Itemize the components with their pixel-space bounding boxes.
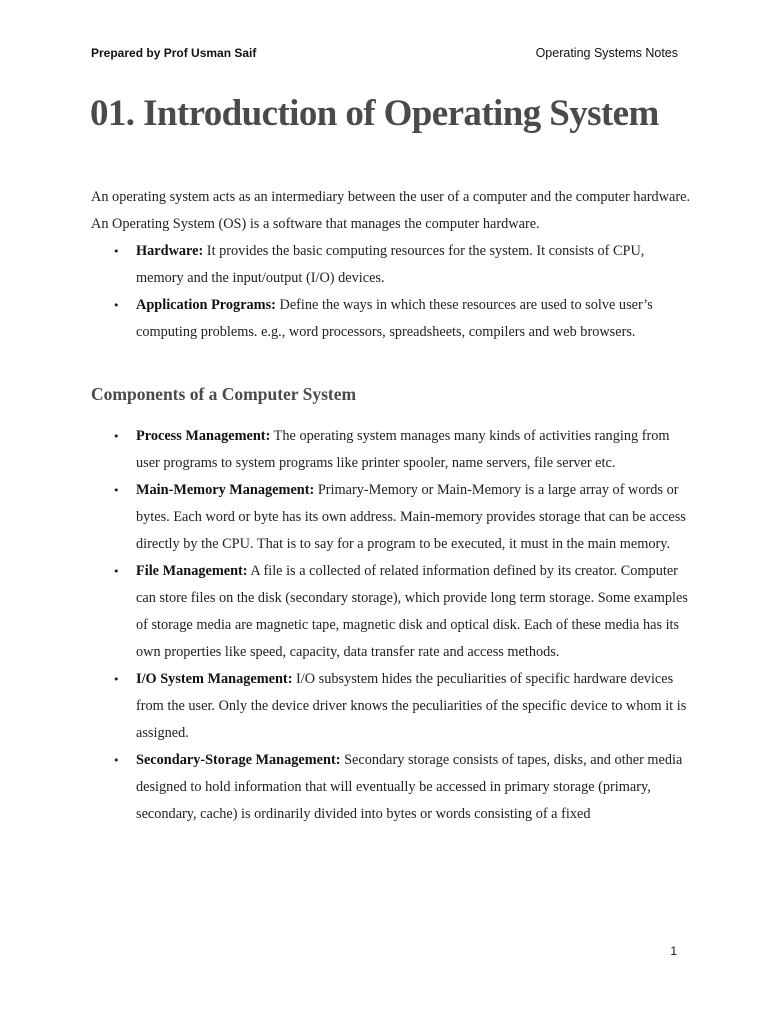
list-item (91, 666, 691, 747)
bullet-icon: • (113, 565, 120, 578)
list-item-text: Primary-Memory or Main-Memory is a large array of words or bytes. Each word or byte has its own address. Main-memory provides storage that can be access directly by the CPU. That is to say for a program to be executed, it must in the main memory. (136, 482, 686, 552)
header-course: Operating Systems Notes (535, 46, 678, 60)
list-item-term: Secondary-Storage Management: (136, 752, 341, 768)
bullet-icon: • (113, 299, 120, 312)
intro-paragraph: An operating system acts as an intermediary between the user of a computer and the computer hardware. An Operating System (OS) is a software that manages the computer hardware. (91, 189, 691, 232)
list-item-term: Hardware: (136, 243, 204, 259)
header-author: Prepared by Prof Usman Saif (91, 46, 257, 60)
list-item-text: I/O subsystem hides the peculiarities of specific hardware devices from the user. Only the device driver knows the peculiarities of the specific device to whom it is assigned. (136, 671, 687, 741)
list-item (91, 292, 691, 346)
bullet-icon: • (113, 754, 120, 767)
section-heading: Components of a Computer System (91, 384, 357, 404)
list-item (91, 558, 691, 666)
list-item-term: I/O System Management: (136, 671, 293, 687)
list-item-text: Secondary storage consists of tapes, disks, and other media designed to hold information that will eventually be accessed in primary storage (primary, secondary, cache) is ordinarily divided into bytes or words consisting of a fixed (136, 752, 683, 822)
list-item-term: Application Programs: (136, 297, 276, 313)
bullet-icon: • (113, 484, 120, 497)
page-number: 1 (670, 944, 677, 958)
components-list (91, 423, 691, 828)
list-item (91, 423, 691, 477)
list-item (91, 238, 691, 292)
page-title: 01. Introduction of Operating System (90, 93, 659, 134)
bullet-icon: • (113, 245, 120, 258)
list-item-text: It provides the basic computing resources for the system. It consists of CPU, memory and the input/output (I/O) devices. (136, 243, 645, 286)
list-item-term: Process Management: (136, 428, 271, 444)
bullet-icon: • (113, 673, 120, 686)
list-item (91, 477, 691, 558)
list-item-text: A file is a collected of related information defined by its creator. Computer can store files on the disk (secondary storage), which provide long term storage. Some examples of storage media are magnetic tape, magnetic disk and optical disk. Each of these media has its own properties like speed, capacity, data transfer rate and access methods. (136, 563, 688, 660)
list-item-term: Main-Memory Management: (136, 482, 315, 498)
list-item-term: File Management: (136, 563, 248, 579)
system-parts-list (91, 238, 691, 346)
list-item-text: Define the ways in which these resources are used to solve user’s computing problems. e.g., word processors, spreadsheets, compilers and web browsers. (136, 297, 653, 340)
bullet-icon: • (113, 430, 120, 443)
list-item-text: The operating system manages many kinds of activities ranging from user programs to system programs like printer spooler, name servers, file server etc. (136, 428, 670, 471)
list-item (91, 747, 691, 828)
